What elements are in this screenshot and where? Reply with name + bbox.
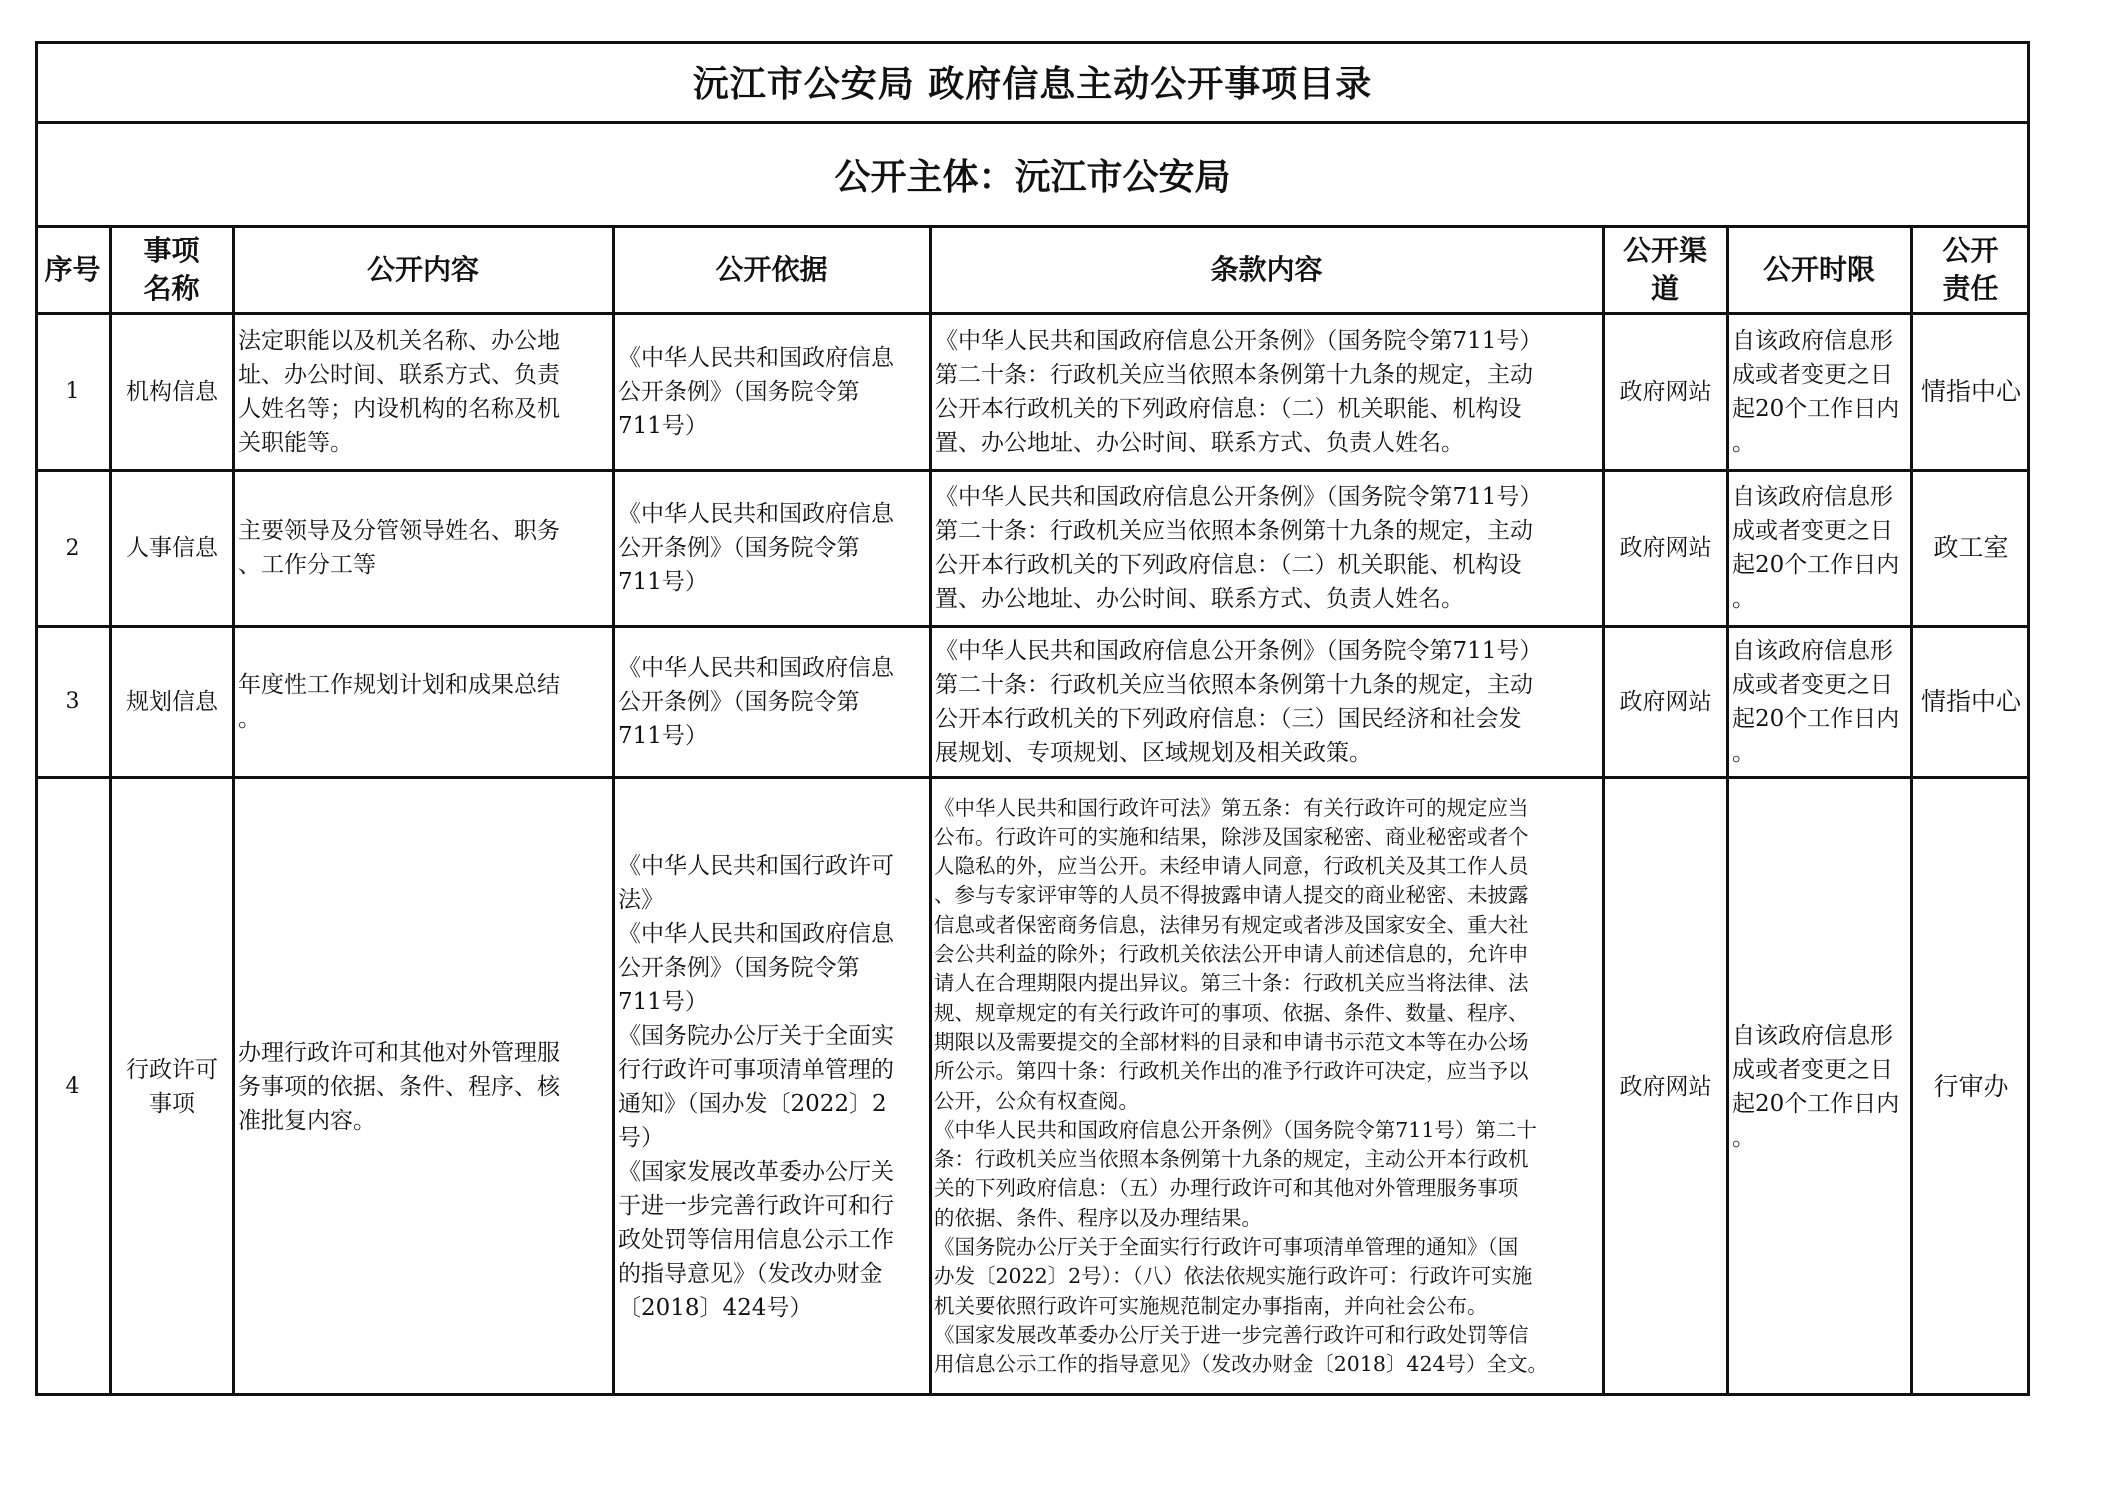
- header-content: 公开内容: [366, 252, 479, 286]
- cell-basis: 《中华人民共和国政府信息 公开条例》（国务院令第 711号）: [618, 501, 894, 595]
- cell-channel: 政府网站: [1619, 1073, 1712, 1100]
- document-subtitle: 公开主体：沅江市公安局: [834, 156, 1231, 198]
- cell-index: 2: [65, 535, 80, 561]
- cell-channel: 政府网站: [1619, 378, 1712, 405]
- cell-content: 办理行政许可和其他对外管理服 务事项的依据、条件、程序、核 准批复内容。: [238, 1039, 560, 1134]
- cell-responsibility: 行审办: [1933, 1071, 2009, 1101]
- cell-item-name: 机构信息: [126, 378, 218, 405]
- cell-channel: 政府网站: [1619, 688, 1712, 715]
- cell-basis: 《中华人民共和国政府信息 公开条例》（国务院令第 711号）: [618, 344, 894, 439]
- cell-responsibility: 政工室: [1933, 533, 2009, 562]
- header-basis: 公开依据: [715, 252, 828, 286]
- cell-item-name: 规划信息: [126, 688, 218, 715]
- header-time-limit: 公开时限: [1762, 252, 1875, 286]
- header-channel: 公开渠 道: [1622, 233, 1707, 305]
- cell-content: 主要领导及分管领导姓名、职务 、工作分工等: [238, 518, 560, 578]
- cell-index: 4: [65, 1074, 80, 1099]
- cell-index: 1: [65, 379, 80, 404]
- cell-responsibility: 情指中心: [1920, 376, 2021, 406]
- cell-responsibility: 情指中心: [1920, 686, 2021, 716]
- header-clause: 条款内容: [1210, 252, 1323, 286]
- cell-basis: 《中华人民共和国政府信息 公开条例》（国务院令第 711号）: [618, 654, 894, 749]
- cell-basis: 《中华人民共和国行政许可 法》 《中华人民共和国政府信息 公开条例》（国务院令第 711号） 《国务院办公厅关于全面实 行行政许可事项清单管理的 通知》（国办发〔2022〕2 号） 《国家发展改革委办公厅关 于进一步完善行政许可和行 政处罚等信用信息公示工作 的指导意见》（发改办财金 〔2018〕424号）: [618, 852, 894, 1321]
- cell-index: 3: [65, 689, 80, 714]
- cell-clause: 《中华人民共和国行政许可法》第五条：有关行政许可的规定应当 公布。行政许可的实施和结果，除涉及国家秘密、商业秘密或者个 人隐私的外，应当公开。未经申请人同意，行政机关及其工作人员 、参与专家评审等的人员不得披露申请人提交的商业秘密、未披露 信息或者保密商务信息，法律另有规定或者涉及国家安全、重大社 会公共利益的除外；行政机关依法公开申请人前述信息的，允许申 请人在合理期限内提出异议。第三十条：行政机关应当将法律、法 规、规章规定的有关行政许可的事项、依据、条件、数量、程序、 期限以及需要提交的全部材料的目录和申请书示范文本等在办公场 所公示。第四十条：行政机关作出的准予行政许可决定，应当予以 公开，公众有权查阅。 《中华人民共和国政府信息公开条例》（国务院令第711号）第二十 条：行政机关应当依照本条例第十九条的规定，主动公开本行政机 关的下列政府信息：（五）办理行政许可和其他对外管理服务事项 的依据、条件、程序以及办理结果。 《国务院办公厅关于全面实行行政许可事项清单管理的通知》（国 办发〔2022〕2号）：（八）依法依规实施行政许可：行政许可实施 机关要依照行政许可实施规范制定办事指南，并向社会公布。 《国家发展改革委办公厅关于进一步完善行政许可和行政处罚等信 用信息公示工作的指导意见》（发改办财金〔2018〕424号）全文。: [934, 795, 1549, 1377]
- cell-content: 年度性工作规划计划和成果总结 。: [238, 671, 560, 732]
- header-index: 序号: [44, 252, 101, 286]
- cell-time-limit: 自该政府信息形 成或者变更之日 起20个工作日内 。: [1732, 484, 1900, 612]
- cell-time-limit: 自该政府信息形 成或者变更之日 起20个工作日内 。: [1732, 327, 1900, 456]
- cell-time-limit: 自该政府信息形 成或者变更之日 起20个工作日内 。: [1732, 637, 1900, 766]
- cell-item-name: 人事信息: [126, 535, 218, 561]
- header-responsibility: 公开 责任: [1942, 233, 1999, 305]
- cell-clause: 《中华人民共和国政府信息公开条例》（国务院令第711号） 第二十条：行政机关应当依照本条例第十九条的规定，主动 公开本行政机关的下列政府信息：（三）国民经济和社会发 展规划、专项规划、区域规划及相关政策。: [935, 637, 1543, 766]
- cell-channel: 政府网站: [1619, 535, 1712, 561]
- document-title: 沅江市公安局 政府信息主动公开事项目录: [692, 64, 1373, 105]
- cell-clause: 《中华人民共和国政府信息公开条例》（国务院令第711号） 第二十条：行政机关应当依照本条例第十九条的规定，主动 公开本行政机关的下列政府信息：（二）机关职能、机构设 置、办公地址、办公时间、联系方式、负责人姓名。: [935, 484, 1543, 612]
- cell-content: 法定职能以及机关名称、办公地 址、办公时间、联系方式、负责 人姓名等；内设机构的名称及机 关职能等。: [238, 327, 560, 456]
- cell-time-limit: 自该政府信息形 成或者变更之日 起20个工作日内 。: [1732, 1022, 1900, 1151]
- header-item-name: 事项 名称: [143, 233, 200, 305]
- cell-clause: 《中华人民共和国政府信息公开条例》（国务院令第711号） 第二十条：行政机关应当依照本条例第十九条的规定，主动 公开本行政机关的下列政府信息：（二）机关职能、机构设 置、办公地址、办公时间、联系方式、负责人姓名。: [935, 327, 1543, 456]
- cell-item-name: 行政许可 事项: [126, 1056, 218, 1117]
